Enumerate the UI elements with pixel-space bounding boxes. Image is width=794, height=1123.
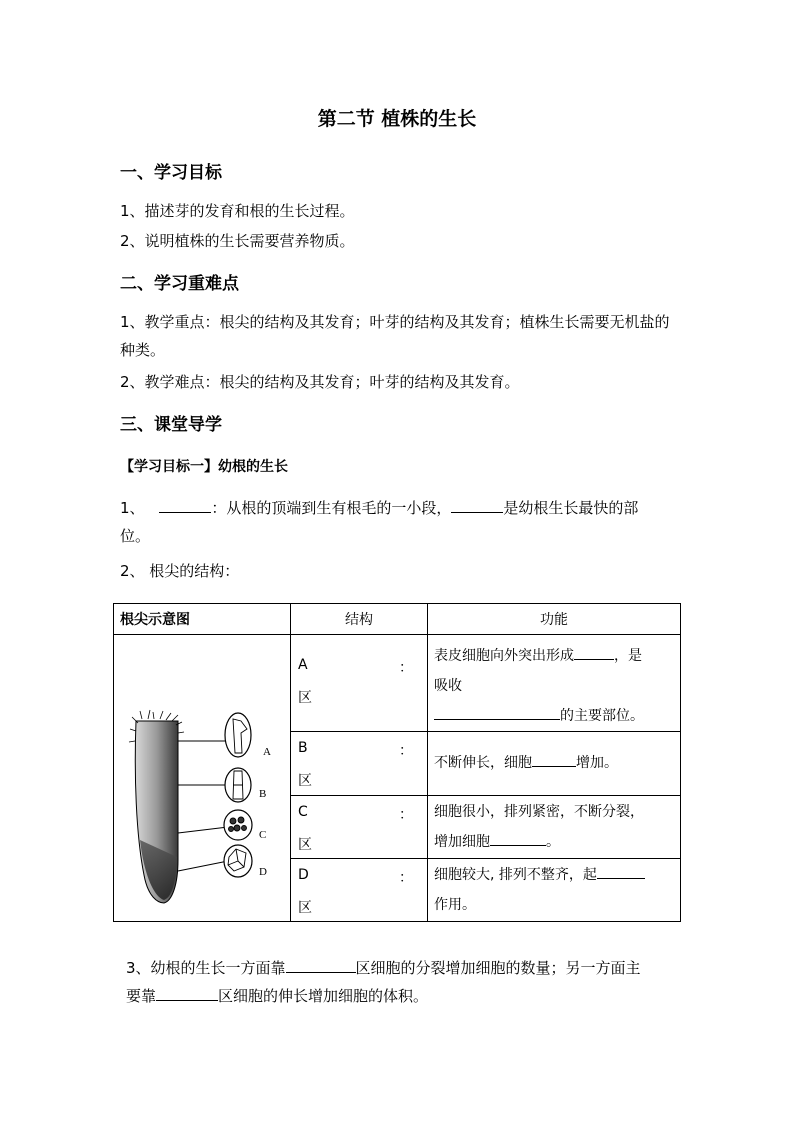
table-header-row: [114, 604, 681, 635]
structure-b-zone: 区: [298, 773, 312, 790]
function-a-blank-1[interactable]: [574, 644, 614, 660]
root-tip-diagram: [114, 635, 290, 917]
q3-blank-1[interactable]: [286, 957, 356, 973]
header-diagram: 根尖示意图: [114, 604, 291, 635]
structure-d-zone: 区: [298, 899, 312, 916]
function-a-text2: ，是: [613, 648, 642, 664]
structure-c-zone: 区: [298, 836, 312, 853]
difficult-point: 2、教学难点：根尖的结构及其发育；叶芽的结构及其发育。: [120, 373, 520, 391]
structure-d: [291, 858, 428, 921]
function-c-blank[interactable]: [490, 830, 546, 846]
q3-text-a: 3、幼根的生长一方面靠: [126, 959, 286, 977]
diagram-label-d: D: [259, 866, 267, 878]
structure-a: [291, 635, 428, 732]
pointer-lines: [178, 741, 228, 871]
function-a-text4: 的主要部位。: [559, 708, 644, 724]
function-d-blank[interactable]: [597, 863, 645, 879]
diagram-label-b: B: [259, 788, 267, 800]
learning-objective-one: 【学习目标一】幼根的生长: [120, 459, 288, 475]
structure-a-colon: ：: [398, 660, 413, 676]
q3-text-b: 区细胞的分裂增加细胞的数量；另一方面主: [355, 959, 641, 977]
function-b: [427, 732, 680, 795]
root-tip-diagram-cell: [114, 635, 291, 922]
header-function: 功能: [427, 604, 680, 635]
q1-suffix: 是幼根生长最快的部: [503, 499, 639, 517]
question-2: 2、 根尖的结构：: [120, 562, 240, 580]
structure-a-zone: 区: [298, 690, 312, 706]
diagram-label-a: A: [263, 746, 271, 758]
function-b-text2: 增加。: [575, 755, 618, 772]
structure-b: [291, 732, 428, 795]
root-tip-table: [113, 603, 681, 922]
function-c-text3: 。: [545, 833, 560, 850]
question-1: [120, 494, 680, 550]
function-a-text1: 表皮细胞向外突出形成: [433, 648, 574, 664]
header-structure: 结构: [291, 604, 428, 635]
function-a-blank-2[interactable]: [434, 704, 560, 720]
function-d: [427, 858, 680, 921]
section1-heading: 一、学习目标: [120, 163, 222, 183]
structure-a-label: A: [298, 657, 308, 673]
question-3: [126, 954, 682, 1010]
section3-heading: 三、课堂导学: [120, 415, 222, 435]
table-row: [114, 635, 681, 732]
function-d-text2: 作用。: [433, 896, 476, 913]
objective-item-2: 2、说明植株的生长需要营养物质。: [120, 232, 355, 250]
function-b-text1: 不断伸长，细胞: [433, 755, 532, 772]
function-a: [427, 635, 680, 732]
structure-b-colon: ：: [398, 743, 413, 760]
q3-text-d: 区细胞的伸长增加细胞的体积。: [218, 987, 429, 1005]
structure-d-colon: ：: [398, 869, 413, 886]
function-c-text1: 细胞很小，排列紧密，不断分裂，: [433, 803, 644, 820]
page-title: 第二节 植株的生长: [317, 108, 477, 130]
function-c: [427, 795, 680, 858]
q1-mid: ：从根的顶端到生有根毛的一小段，: [211, 499, 452, 517]
function-d-text1: 细胞较大, 排列不整齐，起: [433, 866, 597, 883]
structure-d-label: D: [298, 866, 309, 883]
q1-prefix: 1、: [120, 499, 145, 517]
key-point: 1、教学重点：根尖的结构及其发育；叶芽的结构及其发育；植株生长需要无机盐的种类。: [120, 313, 670, 359]
structure-c-colon: ：: [398, 806, 413, 823]
structure-c-label: C: [298, 803, 308, 820]
section2-heading: 二、学习重难点: [120, 274, 239, 294]
structure-b-label: B: [298, 740, 308, 757]
function-b-blank[interactable]: [532, 751, 576, 767]
q1-blank-1[interactable]: [159, 497, 211, 513]
function-a-text3: 吸收: [433, 678, 462, 694]
q3-text-c: 要靠: [126, 987, 157, 1005]
structure-c: [291, 795, 428, 858]
q1-tail: 位。: [120, 527, 151, 545]
q1-blank-2[interactable]: [451, 497, 503, 513]
cell-a-circle: [225, 713, 251, 757]
function-c-text2: 增加细胞: [433, 833, 490, 850]
objective-item-1: 1、描述芽的发育和根的生长过程。: [120, 202, 355, 220]
q3-blank-2[interactable]: [156, 985, 218, 1001]
diagram-label-c: C: [259, 829, 267, 841]
